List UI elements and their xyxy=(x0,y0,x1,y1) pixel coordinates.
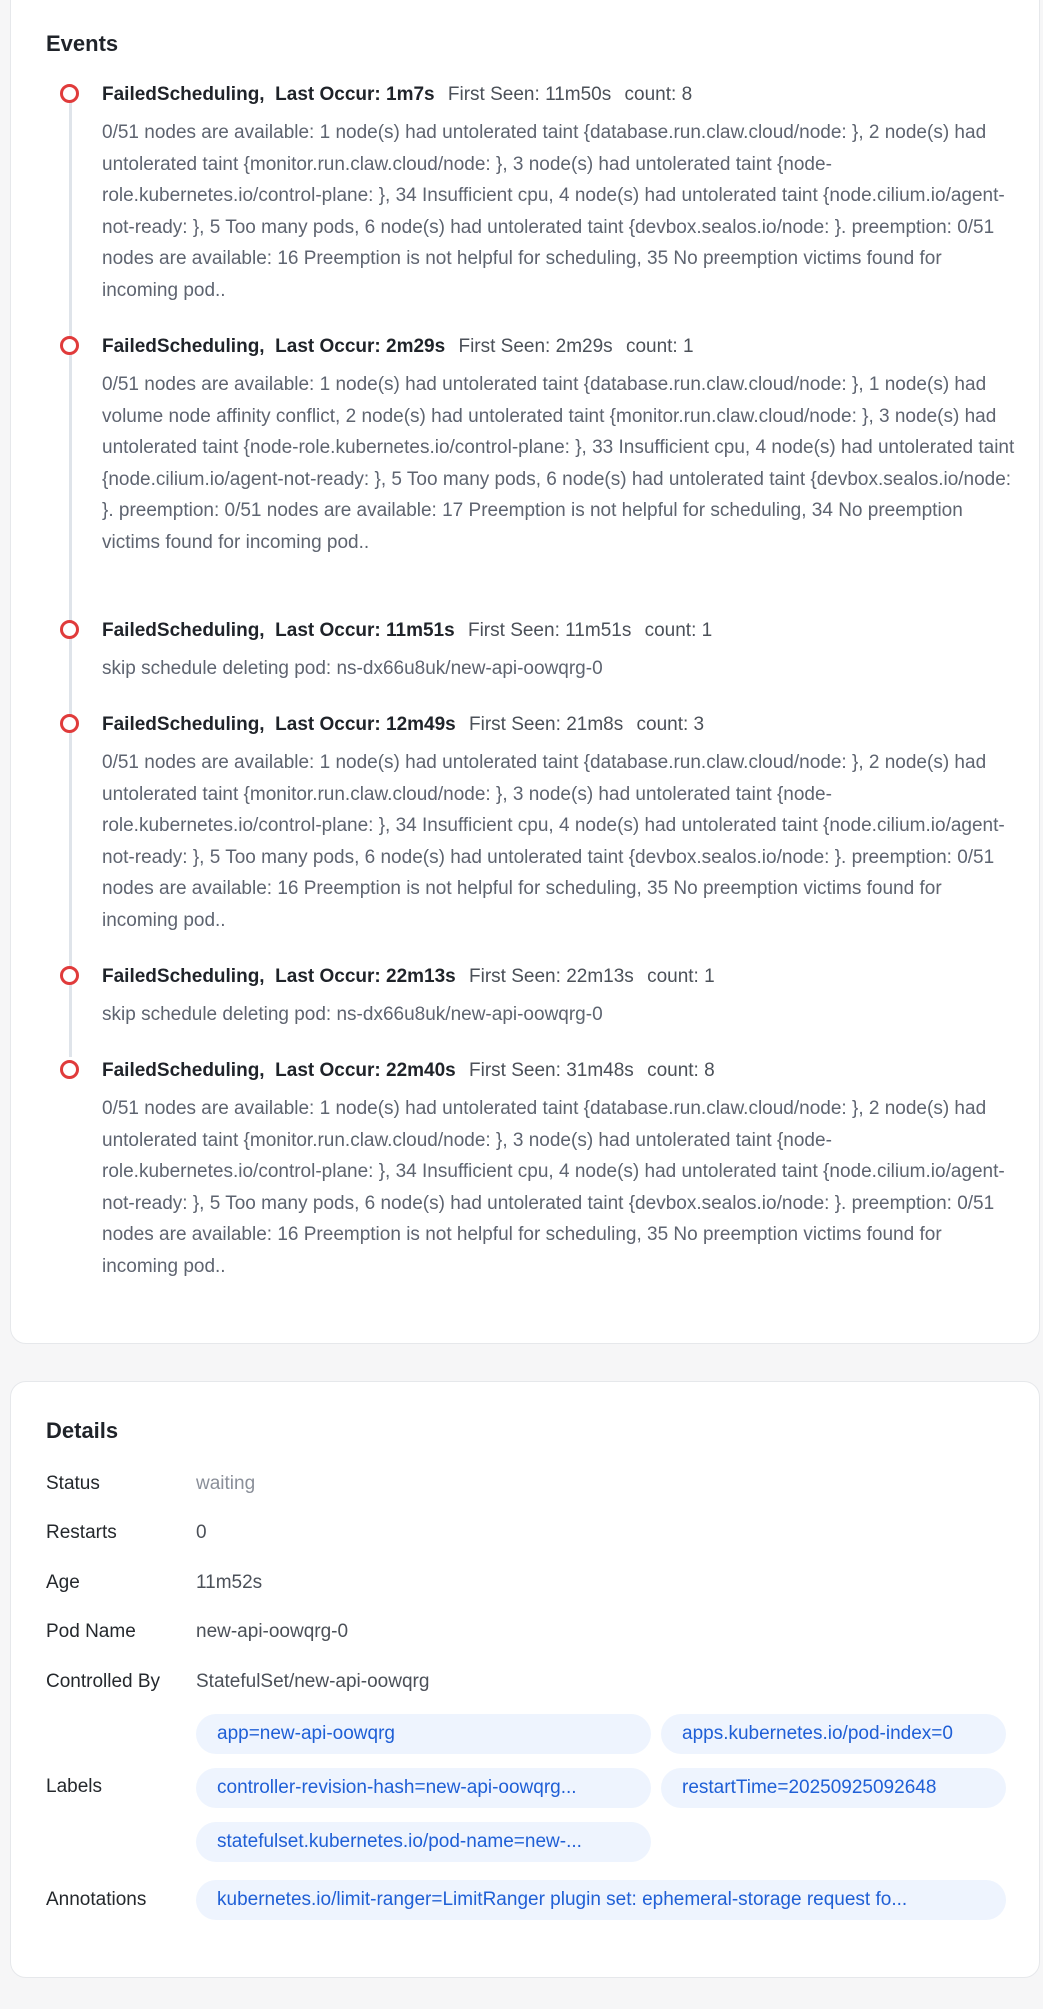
event-count-label: count: xyxy=(647,966,699,987)
event-count: 1 xyxy=(701,620,713,641)
age-label: Age xyxy=(46,1572,80,1593)
label-tag[interactable]: restartTime=20250925092648 xyxy=(661,1768,1006,1808)
annotations-label: Annotations xyxy=(46,1889,147,1910)
event-first-seen-label: First Seen: xyxy=(469,966,561,987)
event-last-occur: 11m51s xyxy=(386,620,455,641)
label-tag[interactable]: app=new-api-oowqrg xyxy=(196,1714,651,1754)
events-title: Events xyxy=(46,31,119,56)
event-header xyxy=(102,83,692,107)
annotation-tag[interactable]: kubernetes.io/limit-ranger=LimitRanger plugin set: ephemeral-storage request fo... xyxy=(196,1880,1006,1920)
age-value: 11m52s xyxy=(196,1572,263,1593)
label-tag[interactable]: statefulset.kubernetes.io/pod-name=new-... xyxy=(196,1822,651,1862)
event-last-occur-label: Last Occur: xyxy=(275,336,381,357)
event-header xyxy=(102,619,712,643)
event-header xyxy=(102,1059,715,1083)
controlled-by-value: StatefulSet/new-api-oowqrg xyxy=(196,1671,430,1692)
event-count: 8 xyxy=(704,1060,715,1081)
event-first-seen-label: First Seen: xyxy=(458,336,551,357)
event-reason: FailedScheduling, xyxy=(102,1060,265,1081)
status-value: waiting xyxy=(196,1473,256,1494)
event-count-label: count: xyxy=(636,714,689,735)
controlled-by-label: Controlled By xyxy=(46,1671,161,1692)
event-last-occur-label: Last Occur: xyxy=(275,620,381,641)
event-last-occur-label: Last Occur: xyxy=(275,84,381,105)
event-first-seen-label: First Seen: xyxy=(467,620,560,641)
timeline-line xyxy=(69,87,72,1057)
event-last-occur-label: Last Occur: xyxy=(275,1060,381,1081)
event-message: 0/51 nodes are available: 1 node(s) had untolerated taint {database.run.claw.cloud/node: }, 2 node(s) had untolerated taint {monitor.run.claw.cloud/node: }, 3 node(s) had untolerated taint {node-role.kubernetes.io/control-plane: }, 34 Insufficient cpu, 4 node(s) had untolerated taint {node.cilium.io/agent-not-ready: }, 5 Too many pods, 6 node(s) had untolerated taint {devbox.sealos.io/node: }. preemption: 0/51 nodes are available: 16 Preemption is not helpful for scheduling, 35 No preemption victims found for incoming pod.. xyxy=(102,1098,1005,1277)
event-last-occur-label: Last Occur: xyxy=(275,966,381,987)
event-dot-icon xyxy=(60,966,79,985)
event-message: 0/51 nodes are available: 1 node(s) had untolerated taint {database.run.claw.cloud/node: }, 2 node(s) had untolerated taint {monitor.run.claw.cloud/node: }, 3 node(s) had untolerated taint {node-role.kubernetes.io/control-plane: }, 34 Insufficient cpu, 4 node(s) had untolerated taint {node.cilium.io/agent-not-ready: }, 5 Too many pods, 6 node(s) had untolerated taint {devbox.sealos.io/node: }. preemption: 0/51 nodes are available: 16 Preemption is not helpful for scheduling, 35 No preemption victims found for incoming pod.. xyxy=(102,122,1005,301)
event-reason: FailedScheduling, xyxy=(102,966,265,987)
event-count: 8 xyxy=(681,84,693,105)
event-first-seen: 31m48s xyxy=(566,1060,634,1081)
event-count: 3 xyxy=(693,714,705,735)
event-reason: FailedScheduling, xyxy=(102,336,265,357)
pod-name-label: Pod Name xyxy=(46,1621,136,1642)
event-message: skip schedule deleting pod: ns-dx66u8uk/new-api-oowqrg-0 xyxy=(102,658,603,679)
event-count-label: count: xyxy=(647,1060,699,1081)
event-first-seen: 21m8s xyxy=(566,714,624,735)
event-first-seen: 11m50s xyxy=(545,84,612,105)
event-dot-icon xyxy=(60,84,79,103)
event-header xyxy=(102,335,694,359)
event-reason: FailedScheduling, xyxy=(102,84,265,105)
event-count-label: count: xyxy=(644,620,697,641)
event-header xyxy=(102,713,704,737)
event-last-occur: 2m29s xyxy=(386,336,446,357)
event-reason: FailedScheduling, xyxy=(102,620,265,641)
details-title: Details xyxy=(46,1418,119,1443)
event-first-seen: 22m13s xyxy=(566,966,634,987)
events-card xyxy=(10,0,1040,1344)
event-first-seen-label: First Seen: xyxy=(469,714,561,735)
event-count-label: count: xyxy=(624,84,677,105)
event-last-occur: 22m40s xyxy=(386,1060,456,1081)
event-first-seen: 11m51s xyxy=(565,620,632,641)
details-card xyxy=(10,1381,1040,1978)
status-label: Status xyxy=(46,1473,100,1494)
event-reason: FailedScheduling, xyxy=(102,714,265,735)
labels-label: Labels xyxy=(46,1776,102,1797)
event-dot-icon xyxy=(60,1060,79,1079)
event-count: 1 xyxy=(682,336,694,357)
event-message: 0/51 nodes are available: 1 node(s) had untolerated taint {database.run.claw.cloud/node: }, 1 node(s) had volume node affinity conflict, 2 node(s) had untolerated taint {monitor.run.claw.cloud/node: }, 3 node(s) had untolerated taint {node-role.kubernetes.io/control-plane: }, 33 Insufficient cpu, 4 node(s) had untolerated taint {node.cilium.io/agent-not-ready: }, 5 Too many pods, 6 node(s) had untolerated taint {devbox.sealos.io/node: }. preemption: 0/51 nodes are available: 17 Preemption is not helpful for scheduling, 34 No preemption victims found for incoming pod.. xyxy=(102,374,1015,553)
event-first-seen-label: First Seen: xyxy=(469,1060,561,1081)
restarts-value: 0 xyxy=(196,1522,207,1543)
event-last-occur-label: Last Occur: xyxy=(275,714,381,735)
label-tag[interactable]: apps.kubernetes.io/pod-index=0 xyxy=(661,1714,1006,1754)
event-last-occur: 22m13s xyxy=(386,966,456,987)
restarts-label: Restarts xyxy=(46,1522,117,1543)
event-message: 0/51 nodes are available: 1 node(s) had untolerated taint {database.run.claw.cloud/node: }, 2 node(s) had untolerated taint {monitor.run.claw.cloud/node: }, 3 node(s) had untolerated taint {node-role.kubernetes.io/control-plane: }, 34 Insufficient cpu, 4 node(s) had untolerated taint {node.cilium.io/agent-not-ready: }, 5 Too many pods, 6 node(s) had untolerated taint {devbox.sealos.io/node: }. preemption: 0/51 nodes are available: 16 Preemption is not helpful for scheduling, 35 No preemption victims found for incoming pod.. xyxy=(102,752,1005,931)
event-count-label: count: xyxy=(625,336,678,357)
event-header xyxy=(102,965,715,989)
event-dot-icon xyxy=(60,714,79,733)
label-tag[interactable]: controller-revision-hash=new-api-oowqrg... xyxy=(196,1768,651,1808)
event-last-occur: 12m49s xyxy=(386,714,456,735)
event-first-seen-label: First Seen: xyxy=(447,84,540,105)
event-dot-icon xyxy=(60,620,79,639)
event-first-seen: 2m29s xyxy=(555,336,613,357)
pod-name-value: new-api-oowqrg-0 xyxy=(196,1621,349,1642)
event-last-occur: 1m7s xyxy=(386,84,435,105)
event-dot-icon xyxy=(60,336,79,355)
event-message: skip schedule deleting pod: ns-dx66u8uk/new-api-oowqrg-0 xyxy=(102,1004,603,1025)
event-count: 1 xyxy=(704,966,715,987)
